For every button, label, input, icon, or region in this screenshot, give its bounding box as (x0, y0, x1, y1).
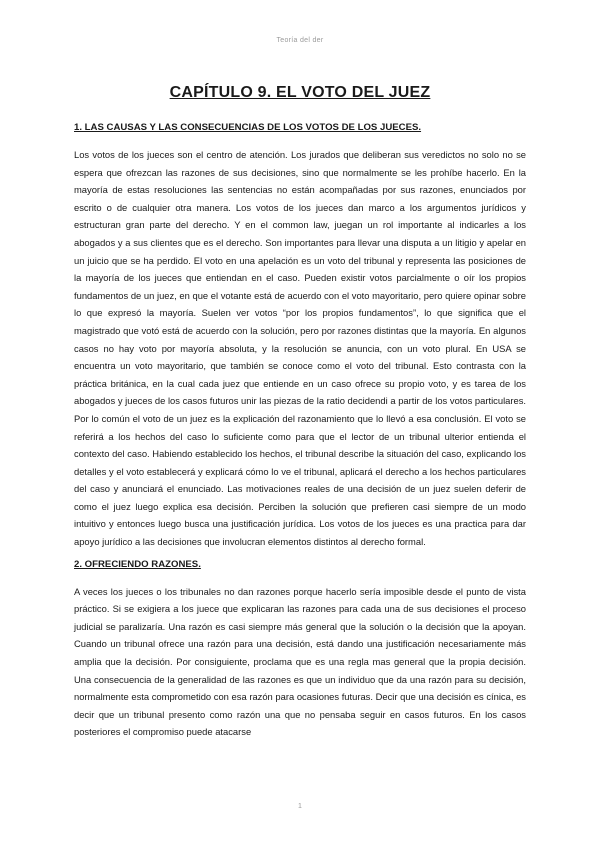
page-number: 1 (298, 803, 302, 810)
chapter-title: CAPÍTULO 9. EL VOTO DEL JUEZ (169, 84, 431, 101)
section-heading: 2. OFRECIENDO RAZONES. (74, 558, 201, 570)
section-ofreciendo-razones (74, 559, 526, 741)
body-paragraph: A veces los jueces o los tribunales no dan razones porque hacerlo sería imposible desde el punto de vista práctico. Si se exigiera a los juece que explicaran las razones para cada una de sus decisiones el proceso judicial se paralizaría. Una razón es casi siempre más general que la solución o la decisión que la apoyan. Cuando un tribunal ofrece una razón para una decisión, está dando una justificación necesariamente más amplia que la decisión. Por consiguiente, proclama que es una regla mas general que la propia decisión. Una consecuencia de la generalidad de las razones es que un individuo que da una razón para su decisión, normalmente esta comprometido con esa razón para ocasiones futuras. Decir que una decisión es cínica, es decir que un tribunal presento como razón una que no pensaba seguir en casos futuros. En los casos posteriores el compromiso puede atacarse (74, 585, 526, 738)
running-header: Teoría del der (276, 37, 324, 44)
section-causas-consecuencias (74, 122, 526, 551)
section-heading: 1. LAS CAUSAS Y LAS CONSECUENCIAS DE LOS VOTOS DE LOS JUECES. (74, 122, 422, 133)
document-body (74, 122, 526, 749)
body-paragraph: Los votos de los jueces son el centro de atención. Los jurados que deliberan sus veredictos no solo no se espera que ofrezcan las razones de sus decisiones, sino que normalmente se les prohíbe hacerlo. En la mayoría de estas resoluciones las sentencias no están acompañadas por sus razones, enunciados por escrito o de cualquier otra manera. Los votos de los jueces dan marco a los argumentos jurídicos y estructuran gran parte del derecho. Y en el common law, juegan un rol importante al indicarles a los abogados y a sus clientes que es el derecho. Son importantes para llevar una disputa a un litigio y apelar en un juicio que se ha perdido. El voto en una apelación es un voto del tribunal y representa las posiciones de la mayoría de los jueces que entiendan en el caso. Pueden existir votos parcialmente o oír los propios fundamentos de un juez, en que el votante está de acuerdo con el voto mayoritario, pero quiere opinar sobre lo que expresó la mayoría. Suelen ver votos “por los propios fundamentos”, lo que significa que el magistrado que votó está de acuerdo con la solución, pero por razones distintas que la mayoría. En algunos casos no hay voto por mayoría absoluta, y la resolución se anuncia, con un voto plural. En USA se encuentra un voto mayoritario, que también se conoce como el voto del tribunal. Esto contrasta con la práctica británica, en la cual cada juez que entiende en un caso ofrece su propio voto, y es tarea de los abogados y jueces de los casos futuros unir las piezas de la ratio decidendi a partir de los votos particulares. Por lo común el voto de un juez es la explicación del razonamiento que lo llevó a esa conclusión. El voto se referirá a los hechos del caso lo suficiente como para que el lector de un tribunal ulterior entienda el contexto del caso. Habiendo establecido los hechos, el tribunal describe la situación del caso, explicando los detalles y el voto establecerá y explicará cómo lo ve el tribunal, aplicará el derecho a los hechos particulares del caso y anunciará el enunciado. Las motivaciones reales de una decisión de un juez suelen deferir de como el juez luego explica esa decisión. Perciben la solución que prefieren casi siempre de un modo intuitivo y entonces luego busca una justificación jurídica. Los votos de los jueces es una practica para dar apoyo jurídico a las decisiones que involucran elementos distintos al derecho formal. (74, 149, 526, 548)
